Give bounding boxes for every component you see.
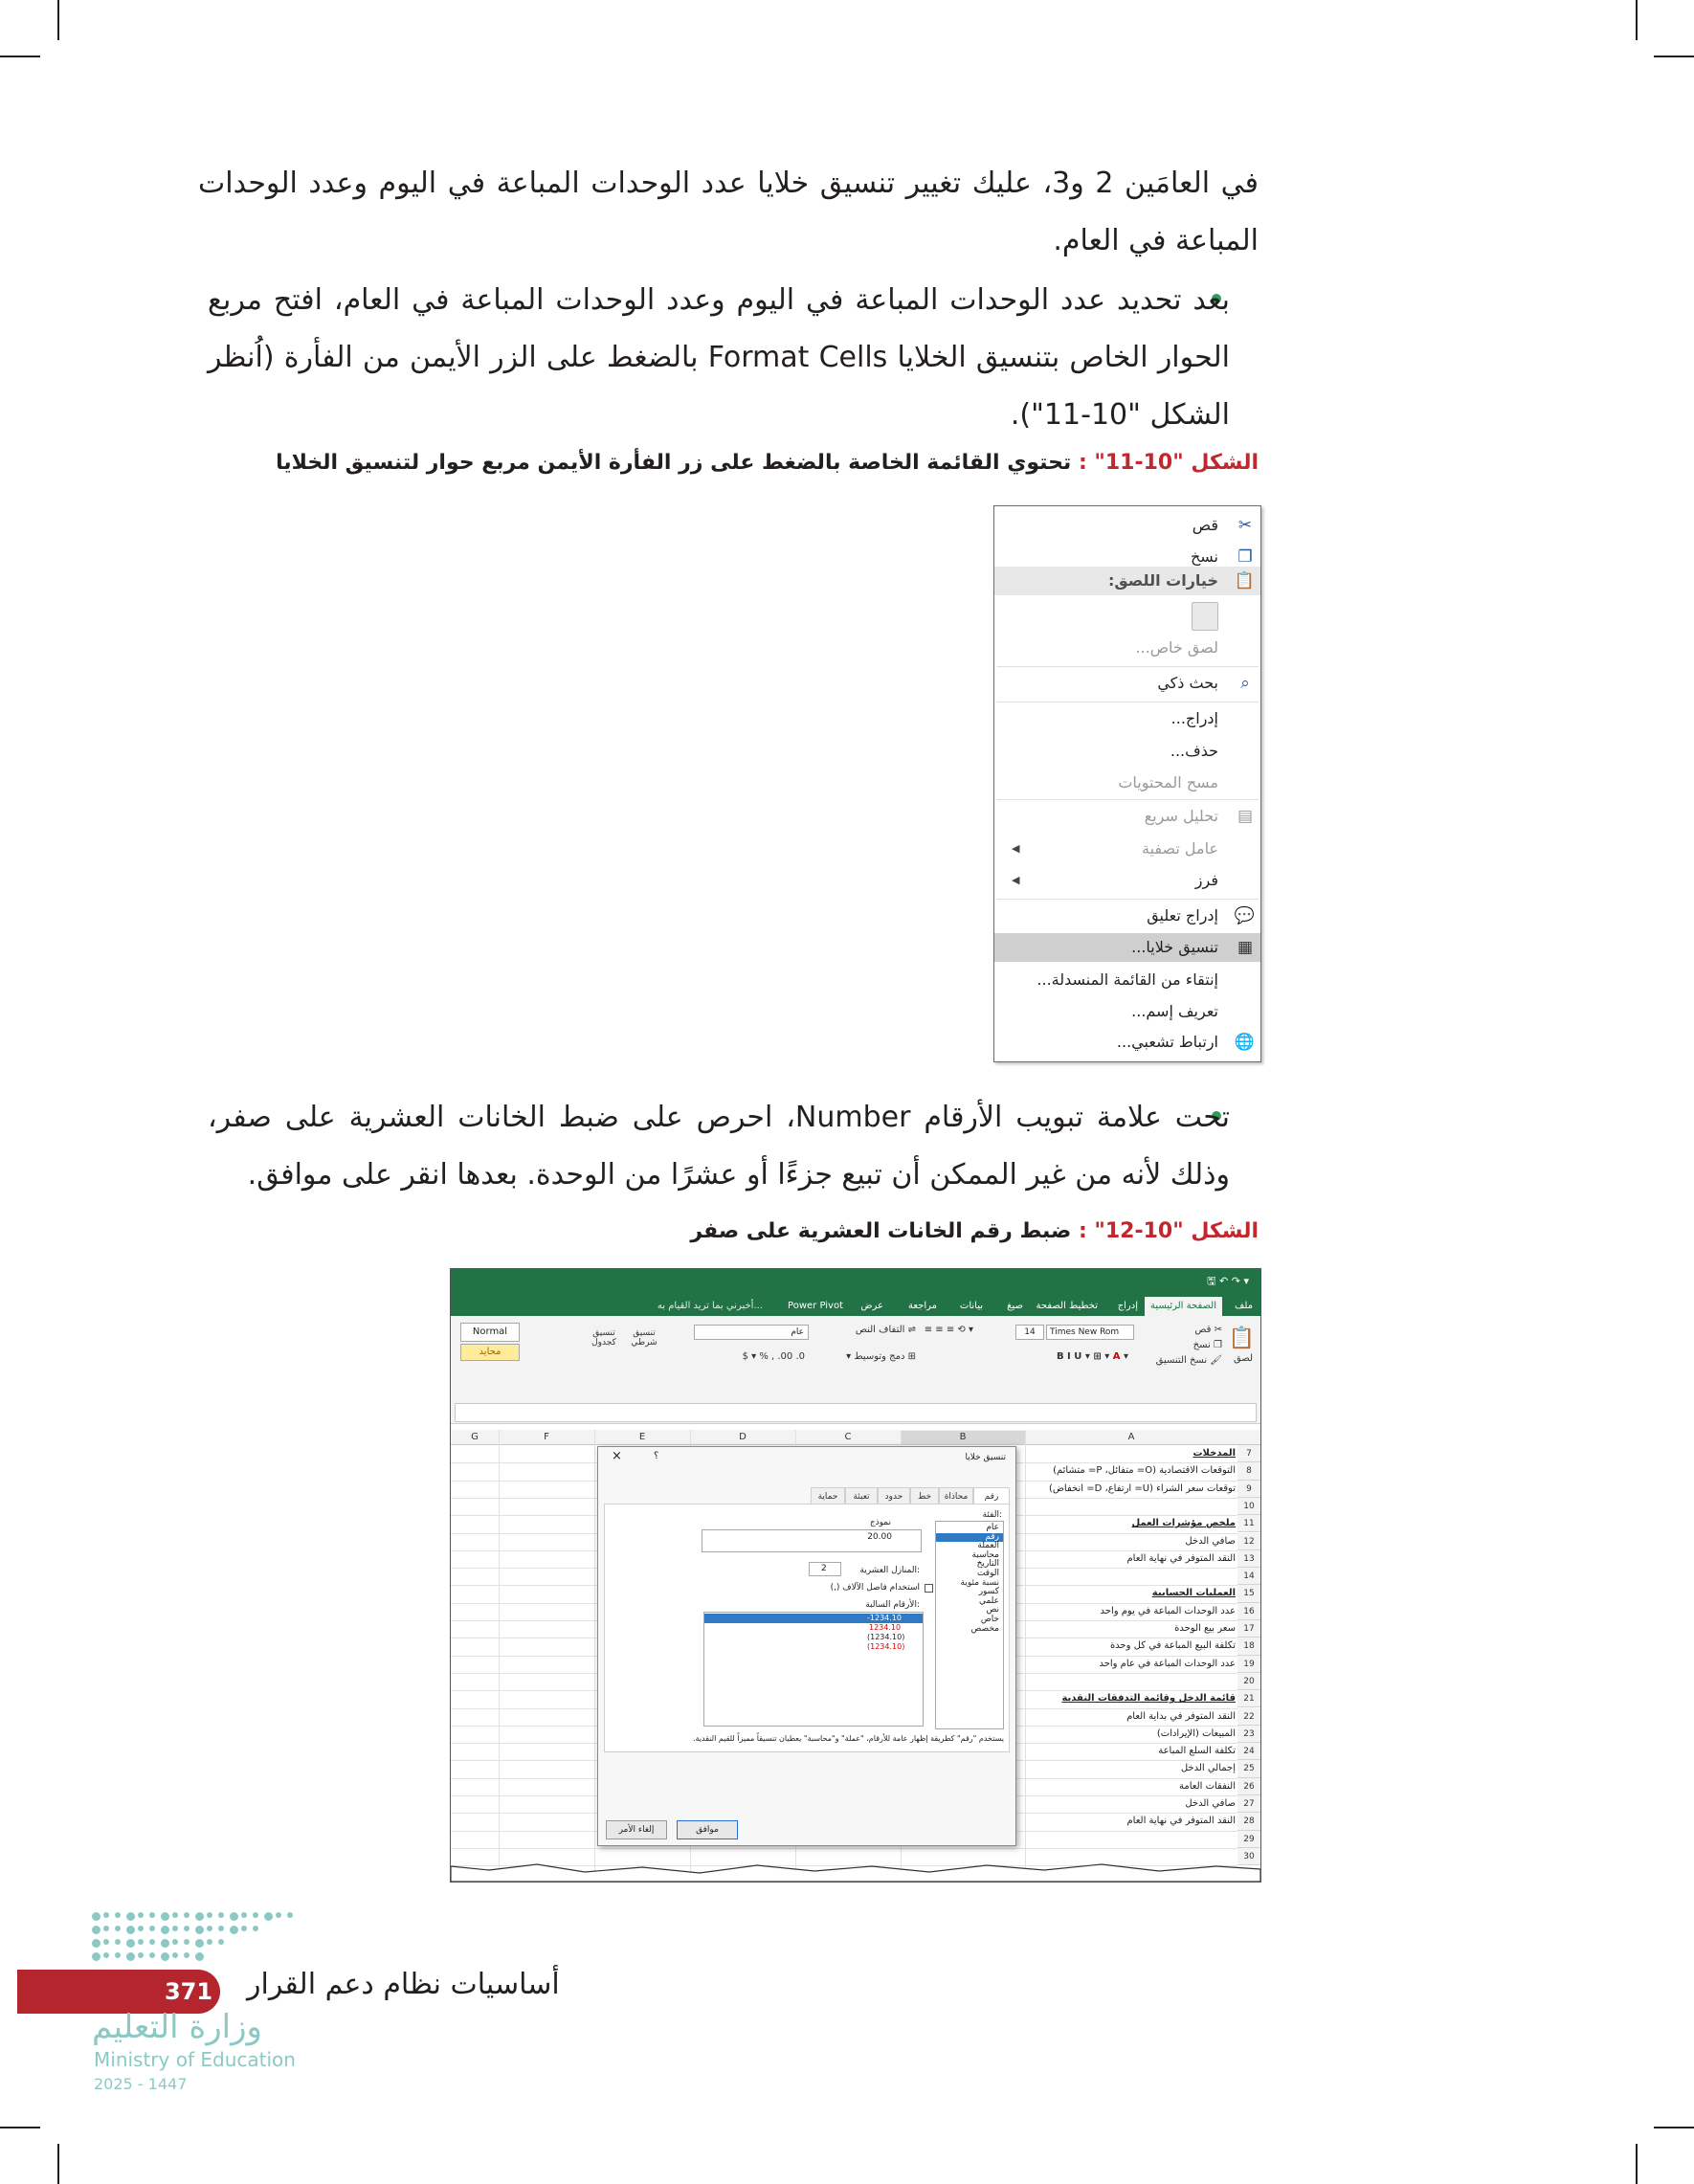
menu-item-filter[interactable]: ◀ عامل تصفية [994,835,1260,863]
logo-dot [149,1952,155,1958]
logo-dot [253,1926,258,1931]
logo-dot [103,1952,109,1958]
logo-dot [276,1912,281,1918]
logo-dot [92,1912,100,1921]
figure-11-caption [276,451,1259,475]
column-header-a[interactable]: A [1127,1432,1135,1442]
dialog-help-button[interactable]: ؟ [654,1451,659,1461]
logo-dot [92,1952,100,1961]
bullet-paragraph-1: بعد تحديد عدد الوحدات المباعة في اليوم وعدد الوحدات المباعة في العام، افتح مربع الحوار الخاص بتنسيق الخلايا Format Cells بالضغط على الزر الأيمن من الفأرة (اُنظر الشكل "10-11"). [208,283,1230,432]
tab-page-layout[interactable]: تخطيط الصفحة [1036,1301,1098,1311]
logo-dot [161,1939,169,1948]
cell-a[interactable]: صافي الدخل [1185,1798,1236,1809]
logo-dot [230,1926,238,1934]
dialog-tab-alignment[interactable]: محاذاة [939,1487,973,1504]
logo-dot [207,1912,212,1918]
logo-dot [115,1939,121,1945]
logo-dot [195,1952,204,1961]
tab-view[interactable]: عرض [860,1301,883,1311]
logo-dot [230,1912,238,1921]
page-number: 371 [164,1978,213,2005]
excel-title-bar [451,1269,1260,1316]
logo-dot [103,1939,109,1945]
chapter-title: أساسيات نظام دعم القرار [247,1968,560,2001]
cell-a[interactable]: تكلفة السلع المباعة [1158,1746,1236,1757]
logo-dot [172,1952,178,1958]
logo-dot [126,1952,135,1961]
row-header[interactable]: 19 [1237,1656,1260,1673]
menu-item-smart-lookup[interactable]: ⌕ بحث ذكي [994,669,1260,698]
menu-item-format-cells[interactable]: ▦ تنسيق خلايا... [994,933,1260,962]
category-description: يستخدم "رقم" كطريقة إظهار عامة للأرقام، "عملة" و"محاسبة" يعطيان تنسيقاً مميزاً للقيم النقدية. [692,1734,1004,1743]
copy-button[interactable]: ❐ نسخ [1192,1340,1222,1350]
decimal-places-spinner[interactable]: 2 [809,1562,841,1576]
menu-item-sort[interactable]: ◀ فرز [994,866,1260,895]
category-item[interactable]: التاريخ [976,1559,999,1570]
intro-paragraph: في العامَين 2 و3، عليك تغيير تنسيق خلايا عدد الوحدات المباعة في اليوم وعدد الوحدات المباعة في العام. [198,167,1259,257]
cell-a[interactable]: النفقات العامة [1178,1780,1236,1792]
menu-item-paste-special[interactable]: لصق خاص... [1135,638,1218,657]
logo-dot [149,1912,155,1918]
logo-dot [264,1912,273,1921]
category-label: الفئة: [982,1510,1002,1520]
category-item[interactable]: مخصص [970,1623,999,1634]
row-header[interactable]: 25 [1237,1760,1260,1777]
negative-option[interactable]: -1234.10 [704,1614,923,1623]
crop-mark [1654,2127,1694,2128]
category-item[interactable]: نسبة مئوية [960,1577,999,1588]
context-menu [993,505,1261,1062]
submenu-arrow-icon: ◀ [1012,842,1020,855]
column-header-e[interactable]: E [638,1432,646,1442]
row-header[interactable]: 29 [1237,1831,1260,1848]
negative-option[interactable]: (1234.10) [867,1642,905,1651]
crop-mark [57,0,59,40]
logo-dot [218,1912,224,1918]
logo-dot [138,1926,144,1931]
figure-12-title: ضبط رقم الخانات العشرية على صفر [690,1219,1072,1243]
cell-a[interactable]: النقد المتوفر في بداية العام [1126,1710,1236,1722]
logo-dot [161,1952,169,1961]
cut-button[interactable]: ✂ قص [1194,1325,1222,1335]
row-header[interactable]: 7 [1237,1445,1260,1462]
row-header[interactable]: 17 [1237,1620,1260,1638]
crop-mark [57,2144,59,2184]
figure-12-label: الشكل "10-12" : [1078,1219,1259,1243]
negative-option[interactable]: 1234.10 [869,1623,902,1632]
logo-dot [92,1926,100,1934]
grid-line [451,1848,1237,1849]
logo-dot [115,1912,121,1918]
logo-dot [172,1926,178,1931]
negative-option[interactable]: (1234.10) [867,1633,905,1641]
cancel-button[interactable]: إلغاء الأمر [606,1820,667,1839]
number-buttons[interactable]: $ ▾ % , .00 .0 [742,1351,805,1362]
style-normal[interactable]: Normal [460,1323,520,1342]
format-table-button[interactable]: تنسيق كجدول [591,1328,616,1348]
copy-icon: ❐ [1237,547,1253,567]
crop-mark [0,2127,40,2128]
row-header[interactable]: 8 [1237,1462,1260,1480]
menu-separator [996,899,1259,900]
row-header[interactable]: 28 [1237,1813,1260,1830]
logo-dot [172,1939,178,1945]
negative-numbers-list[interactable] [703,1612,924,1727]
logo-dot [207,1939,212,1945]
cell-a[interactable]: توقعات سعر الشراء (U= ارتفاع، D= انخفاض) [1048,1482,1236,1494]
menu-item-cut[interactable]: ✂ قص [994,511,1260,540]
column-header-g[interactable]: G [471,1432,479,1442]
crop-mark [0,56,40,57]
font-size-dropdown[interactable]: 14 [1015,1325,1044,1340]
paste-values-icon[interactable] [1192,602,1218,631]
logo-dot [241,1926,247,1931]
conditional-format-button[interactable]: تنسيق شرطي [631,1328,658,1348]
font-format-buttons[interactable]: B I U ▾ ⊞ ▾ A ▾ [1056,1351,1128,1362]
logo-dot [103,1926,109,1931]
category-item[interactable]: نص [986,1605,999,1616]
dialog-tab-number[interactable]: رقم [973,1487,1010,1504]
format-painter-button[interactable]: 🖌 نسخ التنسيق [1155,1355,1222,1366]
cell-a[interactable]: قائمة الدخل وقائمة التدفقات النقدية [1061,1693,1236,1705]
smart-lookup-icon: ⌕ [1240,674,1250,693]
logo-dot [184,1952,189,1958]
crop-mark [1654,56,1694,57]
logo-dot [287,1912,293,1918]
format-cells-dialog [597,1446,1016,1846]
logo-dot [126,1939,135,1948]
row-header[interactable]: 11 [1237,1515,1260,1532]
tab-data[interactable]: بيانات [959,1301,983,1311]
menu-paste-options-header: 📋 خيارات اللصق: [994,567,1260,595]
cell-a[interactable]: تكلفة البيع المباعة في كل وحدة [1109,1640,1236,1652]
torn-edge [451,1861,1260,1882]
row-header[interactable]: 9 [1237,1481,1260,1498]
comment-icon: 💬 [1234,906,1255,925]
submenu-arrow-icon: ◀ [1012,874,1020,886]
excel-screenshot [450,1268,1261,1883]
cell-a[interactable]: ملخص مؤشرات العمل [1131,1518,1236,1529]
category-item[interactable]: خاص [980,1615,999,1624]
menu-item-delete[interactable]: حذف... [1170,742,1218,760]
alignment-buttons[interactable]: ≡ ≡ ≡ ⟲ ▾ [924,1325,973,1335]
logo-dot [195,1939,204,1948]
logo-dot [195,1912,204,1921]
dialog-title: تنسيق خلايا [965,1453,1006,1462]
logo-dot [138,1952,144,1958]
column-header-b[interactable]: B [901,1431,1025,1444]
merge-center-button[interactable]: ⊞ دمج وتوسيط ▾ [846,1351,916,1362]
row-header[interactable]: 18 [1237,1638,1260,1655]
logo-dot [92,1939,100,1948]
number-format-dropdown[interactable]: عام [694,1325,809,1340]
tab-file[interactable]: ملف [1234,1301,1253,1311]
logo-dot [172,1912,178,1918]
logo-dot [184,1939,189,1945]
tab-formulas[interactable]: صيغ [1007,1301,1023,1311]
cell-a[interactable]: النقد المتوفر في نهاية العام [1126,1552,1236,1564]
menu-item-define-name[interactable]: تعريف إسم... [1131,1002,1218,1020]
quick-analysis-icon: ▤ [1237,807,1254,826]
logo-dot [138,1939,144,1945]
ministry-name-ar: وزارة التعليم [92,2008,262,2046]
ministry-name-en: Ministry of Education [94,2048,296,2071]
column-header-c[interactable]: C [844,1432,852,1442]
category-item[interactable]: علمي [978,1595,999,1606]
sample-label: نموذج [869,1518,891,1527]
category-item[interactable]: عام [986,1523,999,1532]
cell-a[interactable]: النقد المتوفر في نهاية العام [1126,1816,1236,1827]
logo-dot [126,1912,135,1921]
menu-item-pick-dropdown[interactable]: إنتقاء من القائمة المنسدلة... [1036,970,1218,989]
logo-dot [149,1939,155,1945]
menu-item-quick-analysis[interactable]: ▤ تحليل سريع [1144,807,1254,826]
row-header[interactable]: 21 [1237,1690,1260,1707]
paste-icon: 📋 [1234,571,1255,591]
row-header[interactable]: 23 [1237,1726,1260,1743]
tab-home[interactable]: الصفحة الرئيسية [1145,1297,1222,1316]
cell-a[interactable]: عدد الوحدات المباعة في يوم واحد [1100,1605,1236,1616]
cell-a[interactable]: إجمالي الدخل [1180,1763,1236,1774]
crop-mark [1636,2144,1638,2184]
row-header[interactable]: 27 [1237,1795,1260,1813]
dialog-tab-fill[interactable]: تعبئة [845,1487,878,1504]
logo-dot [161,1926,169,1934]
category-item[interactable]: العملة [977,1541,999,1551]
dialog-tab-protection[interactable]: حماية [811,1487,845,1504]
logo-dot [253,1912,258,1918]
logo-dot [184,1912,189,1918]
figure-12-caption [690,1219,1259,1243]
crop-mark [1636,0,1638,40]
tab-insert[interactable]: إدراج [1117,1301,1138,1311]
year-label: 2025 - 1447 [94,2075,188,2093]
paste-button[interactable]: 📋 [1228,1326,1255,1350]
cell-a[interactable]: المبيعات (الإيرادات) [1156,1727,1236,1739]
figure-11-title: تحتوي القائمة الخاصة بالضغط على زر الفأرة الأيمن مربع حوار لتنسيق الخلايا [276,451,1072,475]
logo-dot [161,1912,169,1921]
sample-box: 20.00 [702,1529,922,1552]
row-header[interactable]: 26 [1237,1778,1260,1795]
logo-dot [195,1926,204,1934]
formula-bar[interactable] [455,1403,1257,1422]
tell-me-box[interactable]: أخبرني بما تريد القيام به... [657,1301,763,1311]
logo-dot [115,1926,121,1931]
logo-dot [138,1912,144,1918]
tab-review[interactable]: مراجعة [907,1301,937,1311]
logo-dot [126,1926,135,1934]
menu-item-clear-contents[interactable]: مسح المحتويات [1118,773,1218,791]
menu-item-insert-comment[interactable]: 💬 إدراج تعليق [1147,906,1255,925]
hyperlink-icon: 🌐 [1234,1033,1255,1052]
font-name-dropdown[interactable]: Times New Rom [1046,1325,1134,1340]
wrap-text-button[interactable]: ⇌ التفاف النص [855,1325,916,1335]
logo-dot [218,1926,224,1931]
category-item[interactable]: الوقت [976,1569,999,1578]
menu-separator [996,799,1259,800]
logo-dot [149,1926,155,1931]
ok-button[interactable]: موافق [677,1820,738,1839]
row-header[interactable]: 30 [1237,1848,1260,1865]
row-header[interactable]: 20 [1237,1673,1260,1690]
cell-a[interactable]: عدد الوحدات المباعة في عام واحد [1099,1658,1236,1669]
figure-11-label: الشكل "10-11" : [1078,451,1259,475]
row-header[interactable]: 24 [1237,1743,1260,1760]
thousands-separator-checkbox[interactable]: استخدام فاصل الآلاف (,) [831,1583,920,1593]
menu-item-insert[interactable]: إدراج... [1170,709,1218,727]
cell-a[interactable]: العمليات الحسابية [1151,1588,1236,1599]
cell-a[interactable]: المدخلات [1192,1448,1236,1459]
menu-separator [996,666,1259,667]
style-neutral[interactable]: محايد [460,1344,520,1361]
category-item[interactable]: محاسبة [971,1549,999,1560]
decimal-places-label: المنازل العشرية: [859,1566,920,1575]
scissors-icon: ✂ [1237,516,1253,535]
row-header[interactable]: 10 [1237,1498,1260,1515]
paste-label: لصق [1233,1353,1253,1364]
row-header[interactable]: 15 [1237,1585,1260,1602]
row-header[interactable]: 22 [1237,1708,1260,1726]
row-header[interactable]: 16 [1237,1603,1260,1620]
column-header-d[interactable]: D [739,1432,747,1442]
row-header[interactable]: 12 [1237,1533,1260,1550]
quick-access-toolbar[interactable]: 🖫 ↶ ↷ ▾ [1207,1275,1249,1287]
cell-a[interactable]: التوقعات الاقتصادية (O= متفائل، P= متشائم) [1053,1465,1236,1477]
logo-dot [103,1912,109,1918]
category-list[interactable] [935,1521,1004,1729]
tab-power-pivot[interactable]: Power Pivot [788,1301,843,1311]
negative-numbers-label: الأرقام السالبة: [865,1600,920,1610]
logo-dot [115,1952,121,1958]
logo-dot [218,1939,224,1945]
cell-a[interactable]: سعر بيع الوحدة [1174,1623,1236,1634]
logo-dot [241,1912,247,1918]
row-header[interactable]: 14 [1237,1568,1260,1585]
menu-item-hyperlink[interactable]: 🌐 ارتباط تشعبي... [1116,1033,1255,1052]
column-header-f[interactable]: F [544,1432,549,1442]
dialog-tab-border[interactable]: حدود [878,1487,910,1504]
logo-dot [207,1926,212,1931]
dialog-tab-font[interactable]: خط [910,1487,939,1504]
row-header[interactable]: 13 [1237,1550,1260,1568]
category-item[interactable]: رقم [936,1533,1003,1543]
category-item[interactable]: كسور [978,1587,999,1597]
bullet-paragraph-2: تحت علامة تبويب الأرقام Number، احرص على ضبط الخانات العشرية على صفر، وذلك لأنه من غير الممكن أن تبيع جزءًا أو عشرًا من الوحدة. بعدها انقر على موافق. [208,1101,1230,1192]
menu-item-copy[interactable]: ❐ نسخ [994,543,1260,571]
format-cells-icon: ▦ [1237,938,1254,957]
logo-dot [184,1926,189,1931]
cell-a[interactable]: صافي الدخل [1185,1535,1236,1547]
dialog-close-button[interactable]: × [612,1449,622,1463]
